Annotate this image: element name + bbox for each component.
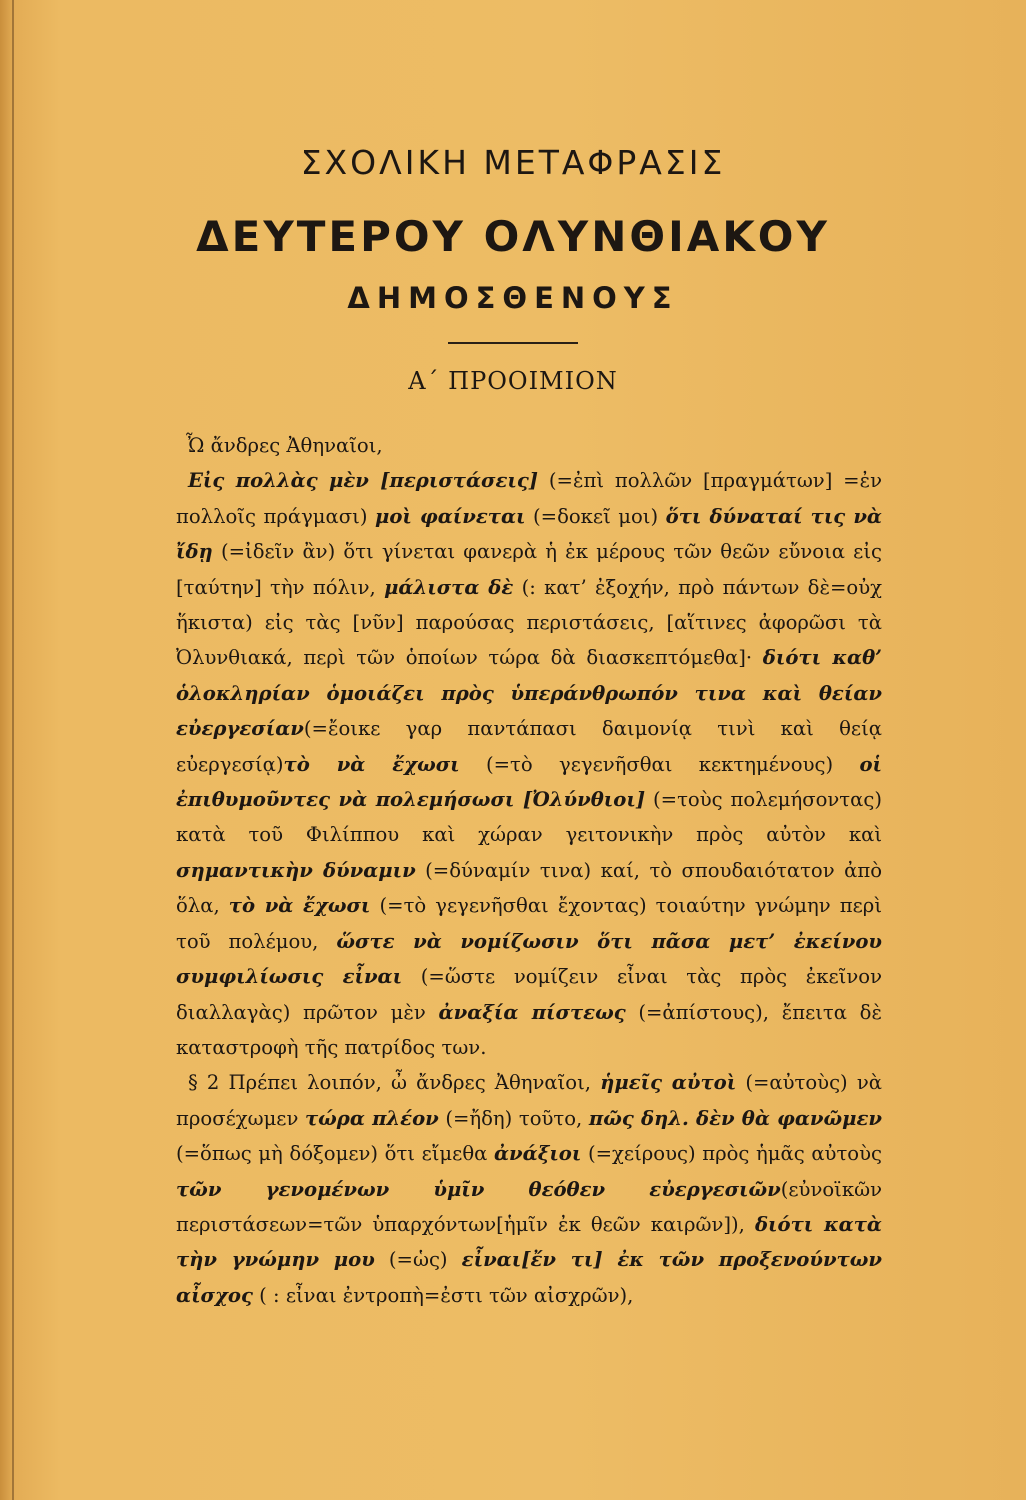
paragraph-1 xyxy=(176,463,882,1065)
paraphrase-text: (: κατ’ ἐξοχήν, πρὸ πάντων δὲ=οὐχ ἥκιστα) εἰς τὰς [νῦν] παρούσας περιστάσεις, [αἵτινες ἀφορῶσι τὰ Ὀλυνθιακά, περὶ τῶν ὁποίων τώρα δὰ διασκεπτόμεθα]· xyxy=(176,575,882,670)
glossed-phrase: ὥστε νὰ νομίζωσιν ὅτι πᾶσα μετ’ ἐκείνου συμφιλίωσις εἶναι xyxy=(176,929,882,989)
paraphrase-text: (εὐνοϊκῶν περιστάσεων=τῶν ὑπαρχόντων[ἡμῖν ἐκ θεῶν καιρῶν]), xyxy=(176,1177,882,1236)
paraphrase-text: (=τὸ γεγενῆσθαι κεκτημένους) xyxy=(459,752,860,776)
paraphrase-text: (=ὅπως μὴ δόξομεν) ὅτι εἴμεθα xyxy=(176,1142,494,1166)
glossed-phrase: ἀνάξιοι xyxy=(493,1142,582,1166)
paraphrase-text: (=ὡς) xyxy=(374,1248,462,1272)
paraphrase-text: (=δοκεῖ μοι) xyxy=(525,504,666,528)
body-text xyxy=(176,428,882,1313)
paraphrase-text: § 2 Πρέπει λοιπόν, ὦ ἄνδρες Ἀθηναῖοι, xyxy=(188,1071,601,1095)
divider xyxy=(448,342,578,344)
paraphrase-text: (=τοὺς πολεμήσοντας) κατὰ τοῦ Φιλίππου καὶ χώραν γειτονικὴν πρὸς αὐτὸν καὶ xyxy=(176,788,882,847)
glossed-phrase: τὸ νὰ ἔχωσι xyxy=(283,752,460,776)
paraphrase-text: ( : εἶναι ἐντροπὴ=ἐστι τῶν αἰσχρῶν), xyxy=(252,1283,634,1307)
glossed-phrase: διότι καθ’ ὁλοκληρίαν ὁμοιάζει πρὸς ὑπεράνθρωπόν τινα καὶ θείαν εὐεργεσίαν xyxy=(176,646,882,741)
paraphrase-text: (=αὐτοὺς) νὰ προσέχωμεν xyxy=(176,1071,882,1130)
paraphrase-text: (=χείρους) πρὸς ἡμᾶς αὐτοὺς xyxy=(581,1142,882,1166)
glossed-phrase: σημαντικὴν δύναμιν xyxy=(176,858,416,882)
glossed-phrase: διότι κατὰ τὴν γνώμην μου xyxy=(176,1212,882,1272)
document-title: ΔΕΥΤΕΡΟΥ ΟΛΥΝΘΙΑΚΟΥ xyxy=(196,212,830,261)
author-name: ΔΗΜΟΣΘΕΝΟΥΣ xyxy=(347,281,679,315)
paraphrase-text: (=δύναμίν τινα) καί, τὸ σπουδαιότατον ἀπὸ ὅλα, xyxy=(176,858,882,918)
paraphrase-text: (=ἰδεῖν ἂν) ὅτι γίνεται φανερὰ ἡ ἐκ μέρους τῶν θεῶν εὔνοια εἰς [ταύτην] τὴν πόλιν, xyxy=(176,540,882,599)
salutation: Ὦ ἄνδρες Ἀθηναῖοι, xyxy=(186,434,383,457)
glossed-phrase: τὸ νὰ ἔχωσι xyxy=(228,894,371,918)
paraphrase-text: (=τὸ γεγενῆσθαι ἔχοντας) τοιαύτην γνώμην περὶ τοῦ πολέμου, xyxy=(176,894,883,953)
paraphrase-text: (=ἀπίστους), ἔπειτα δὲ καταστροφὴ τῆς πατρίδος των. xyxy=(176,1000,882,1059)
glossed-phrase: οἱ ἐπιθυμοῦντες νὰ πολεμήσωσι [Ὀλύνθιοι] xyxy=(176,752,883,812)
glossed-phrase: ἀναξία πίστεως xyxy=(438,1000,626,1024)
glossed-phrase: μάλιστα δὲ xyxy=(384,575,514,599)
section-heading: Α΄ ΠΡΟΟΙΜΙΟΝ xyxy=(408,367,618,395)
paraphrase-text: (=ἔοικε γαρ παντάπασι δαιμονίᾳ τινὶ καὶ θείᾳ εὐεργεσίᾳ) xyxy=(176,717,882,776)
paraphrase-text: (=ὥστε νομίζειν εἶναι τὰς πρὸς ἐκεῖνον διαλλαγὰς) πρῶτον μὲν xyxy=(176,965,882,1024)
glossed-phrase: τώρα πλέον xyxy=(304,1106,439,1130)
glossed-phrase: πῶς δηλ. δὲν θὰ φανῶμεν xyxy=(588,1106,883,1130)
header xyxy=(0,140,1026,398)
glossed-phrase: Εἰς πολλὰς μὲν [περιστάσεις] xyxy=(188,469,539,493)
paragraph-2 xyxy=(176,1065,882,1313)
glossed-phrase: ὅτι δύναταί τις νὰ ἴδῃ xyxy=(176,504,882,564)
series-title: ΣΧΟΛΙΚΗ ΜΕΤΑΦΡΑΣΙΣ xyxy=(300,143,726,182)
paraphrase-text: (=ἐπὶ πολλῶν [πραγμάτων] =ἐν πολλοῖς πράγμασι) xyxy=(176,469,882,528)
glossed-phrase: εἶναι[ἔν τι] ἐκ τῶν προξενούντων αἶσχος xyxy=(176,1248,882,1307)
glossed-phrase: τῶν γενομένων ὑμῖν θεόθεν εὐεργεσιῶν xyxy=(176,1177,781,1201)
paraphrase-text: (=ἤδη) τοῦτο, xyxy=(438,1106,589,1130)
glossed-phrase: ἡμεῖς αὐτοὶ xyxy=(600,1071,737,1095)
glossed-phrase: μοὶ φαίνεται xyxy=(374,504,526,528)
